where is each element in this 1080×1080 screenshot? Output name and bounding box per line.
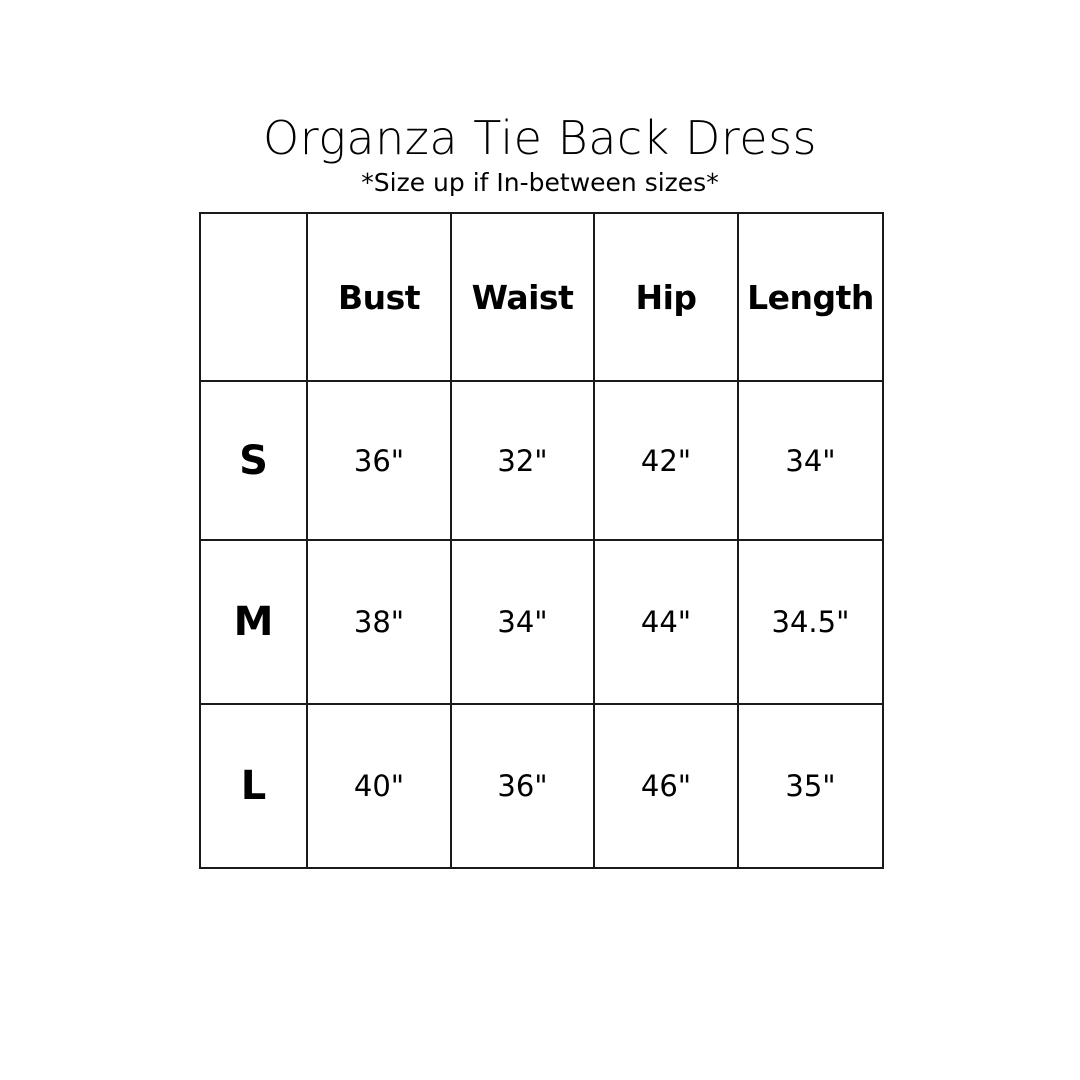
table-row	[200, 704, 883, 868]
table-cell-length: 35"	[738, 704, 883, 868]
column-header-hip: Hip	[594, 213, 738, 381]
table-cell-hip: 44"	[594, 540, 738, 704]
column-header-bust: Bust	[307, 213, 451, 381]
table-cell-length: 34.5"	[738, 540, 883, 704]
table-cell-waist: 34"	[451, 540, 594, 704]
row-header-size: L	[200, 704, 307, 868]
column-header-waist: Waist	[451, 213, 594, 381]
page-subtitle: *Size up if In-between sizes*	[361, 168, 719, 197]
row-header-size: S	[200, 381, 307, 540]
table-cell-bust: 38"	[307, 540, 451, 704]
table-cell-hip: 42"	[594, 381, 738, 540]
row-header-size: M	[200, 540, 307, 704]
table-cell-length: 34"	[738, 381, 883, 540]
page-title: Organza Tie Back Dress	[262, 111, 817, 165]
table-row	[200, 540, 883, 704]
corner-cell	[200, 213, 307, 381]
table-cell-waist: 36"	[451, 704, 594, 868]
size-chart-table	[199, 212, 884, 869]
header-row	[200, 213, 883, 381]
column-header-length: Length	[738, 213, 883, 381]
table-cell-waist: 32"	[451, 381, 594, 540]
table-cell-bust: 40"	[307, 704, 451, 868]
table-cell-hip: 46"	[594, 704, 738, 868]
table-cell-bust: 36"	[307, 381, 451, 540]
table-row	[200, 381, 883, 540]
